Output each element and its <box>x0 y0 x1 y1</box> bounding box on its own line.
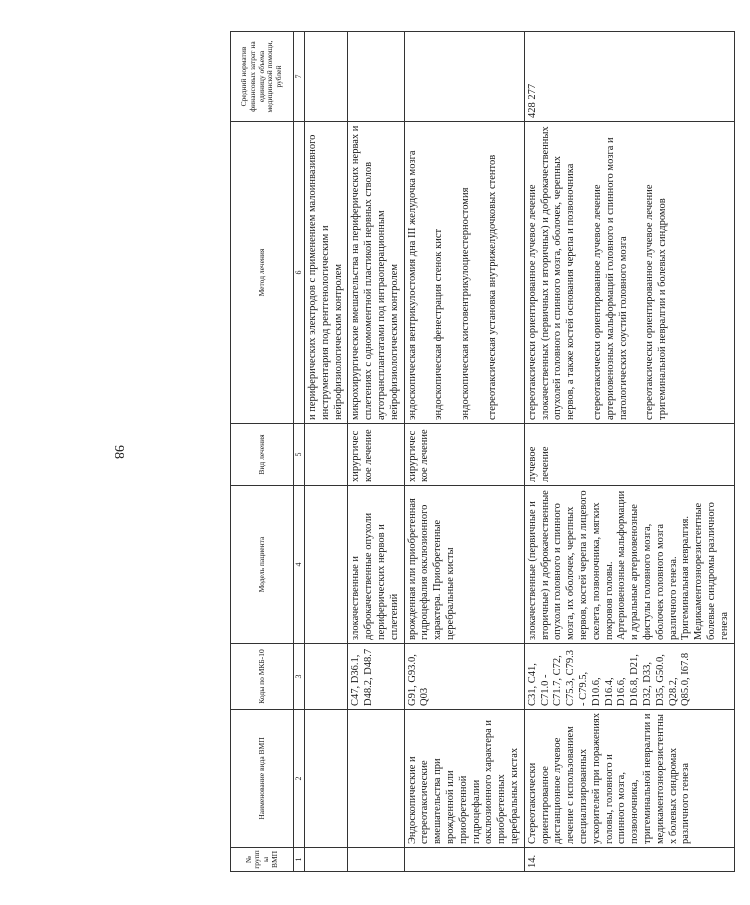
cell-codes: G91, G93.0, Q03 <box>404 644 524 710</box>
cell-treatment-type: хирургическое лечение <box>348 424 404 486</box>
table-row <box>305 32 348 872</box>
table-row <box>348 32 404 872</box>
column-number: 7 <box>294 32 305 122</box>
cell-treatment-type <box>305 424 348 486</box>
cell-group: 14. <box>524 848 734 872</box>
vmp-table <box>230 31 735 872</box>
header-treatment-method: Метод лечения <box>231 122 294 424</box>
cell-cost: 428 277 <box>524 32 734 122</box>
method-item: эндоскопическая вентрикулостомия дна III желудочка мозга <box>406 150 418 420</box>
method-item: стереотаксическая установка внутрижелудочковых стентов <box>486 154 498 420</box>
column-number: 1 <box>294 848 305 872</box>
cell-cost <box>305 32 348 122</box>
cell-vmp-name <box>305 710 348 848</box>
method-item: микрохирургические вмешательства на периферических нервах и сплетениях с одномоментной пластикой нервных стволов аутотрансплантатами под интраоперационным нейрофизиологическим контролем <box>350 125 400 420</box>
cell-treatment-type: лучевое лечение <box>524 424 734 486</box>
cell-cost <box>404 32 524 122</box>
cell-model: злокачественные и доброкачественные опухоли периферических нервов и сплетений <box>348 486 404 644</box>
header-group-number: № группы ВМП <box>231 848 294 872</box>
header-cost-norm: Средний норматив финансовых затрат на единицу объема медицинской помощи, рублей <box>231 32 294 122</box>
cell-codes: C47, D36.1, D48.2, D48.7 <box>348 644 404 710</box>
page-number: 98 <box>111 445 126 459</box>
cell-treatment-type: хирургическое лечение <box>404 424 524 486</box>
cell-methods <box>305 122 348 424</box>
cell-methods <box>524 122 734 424</box>
header-patient-model: Модель пациента <box>231 486 294 644</box>
column-number: 2 <box>294 710 305 848</box>
cell-vmp-name: Эндоскопические и стереотаксические вмешательства при врожденной или приобретенной гидроцефалии окклюзионного характера и приобретенных церебральных кистах <box>404 710 524 848</box>
cell-vmp-name <box>348 710 404 848</box>
column-number: 6 <box>294 122 305 424</box>
method-item: эндоскопическая фенестрация стенок кист <box>433 228 445 420</box>
column-number: 5 <box>294 424 305 486</box>
cell-group <box>348 848 404 872</box>
method-item: стереотаксически ориентированное лучевое лечение артериовенозных мальформаций головного и спинного мозга и патологических соустий головного мозга <box>591 137 629 420</box>
cell-methods <box>348 122 404 424</box>
rotated-page-content <box>230 32 750 872</box>
method-item: стереотаксически ориентированное лучевое лечение злокачественных (первичных и вторичных) и доброкачественных опухолей головного и спинного мозга, оболочек, черепных нервов, а также костей основания черепа и позвоночника <box>526 126 577 420</box>
method-item: эндоскопическая кистовентрикулоциестерностомия <box>460 187 472 420</box>
cell-model: злокачественные (первичные и вторичные) и доброкачественные опухоли головного и спинного мозга, их оболочек, черепных нервов, костей черепа и лицевого скелета, позвоночника, мягких покровов головы. Артериовенозные мальформации и дуральные артериовенозные фистулы головного мозга, оболочек головного мозга различного генеза. Тригеминальная невралгия. Медикаментознорезистентные болевые синдромы различного генеза <box>524 486 734 644</box>
header-treatment-type: Вид лечения <box>231 424 294 486</box>
cell-group <box>404 848 524 872</box>
cell-methods <box>404 122 524 424</box>
table-row <box>404 32 524 872</box>
column-number-row <box>294 32 305 872</box>
cell-vmp-name: Стереотаксически ориентированное дистанционное лучевое лечение с использованием специализированных ускорителей при поражениях головы, головного и спинного мозга, позвоночника, тригеминальной невралгии и медикаментознорезистентных болевых синдромах различного генеза <box>524 710 734 848</box>
table-header-row <box>231 32 294 872</box>
column-number: 4 <box>294 486 305 644</box>
method-item: и периферических электродов с применением малоинвазивного инструментария под рентгенологическим и нейрофизиологическим контролем <box>307 134 344 420</box>
cell-model: врожденная или приобретенная гидроцефалия окклюзионного характера. Приобретенные церебральные кисты <box>404 486 524 644</box>
cell-codes <box>305 644 348 710</box>
method-item: стереотаксически ориентированное лучевое лечение тригеминальной невралгии и болевых синдромов <box>644 184 669 420</box>
column-number: 3 <box>294 644 305 710</box>
table-row <box>524 32 734 872</box>
cell-model <box>305 486 348 644</box>
cell-codes: C31, C41, C71.0 - C71.7, C72, C75.3, C79.3 - C79.5, D10.6, D16.4, D16.6, D16.8, D21, D32, D33, D35, G50.0, Q28.2, Q85.0, I67.8 <box>524 644 734 710</box>
header-icd-codes: Коды по МКБ-10 <box>231 644 294 710</box>
cell-group <box>305 848 348 872</box>
cell-cost <box>348 32 404 122</box>
header-vmp-name: Наименование вида ВМП <box>231 710 294 848</box>
